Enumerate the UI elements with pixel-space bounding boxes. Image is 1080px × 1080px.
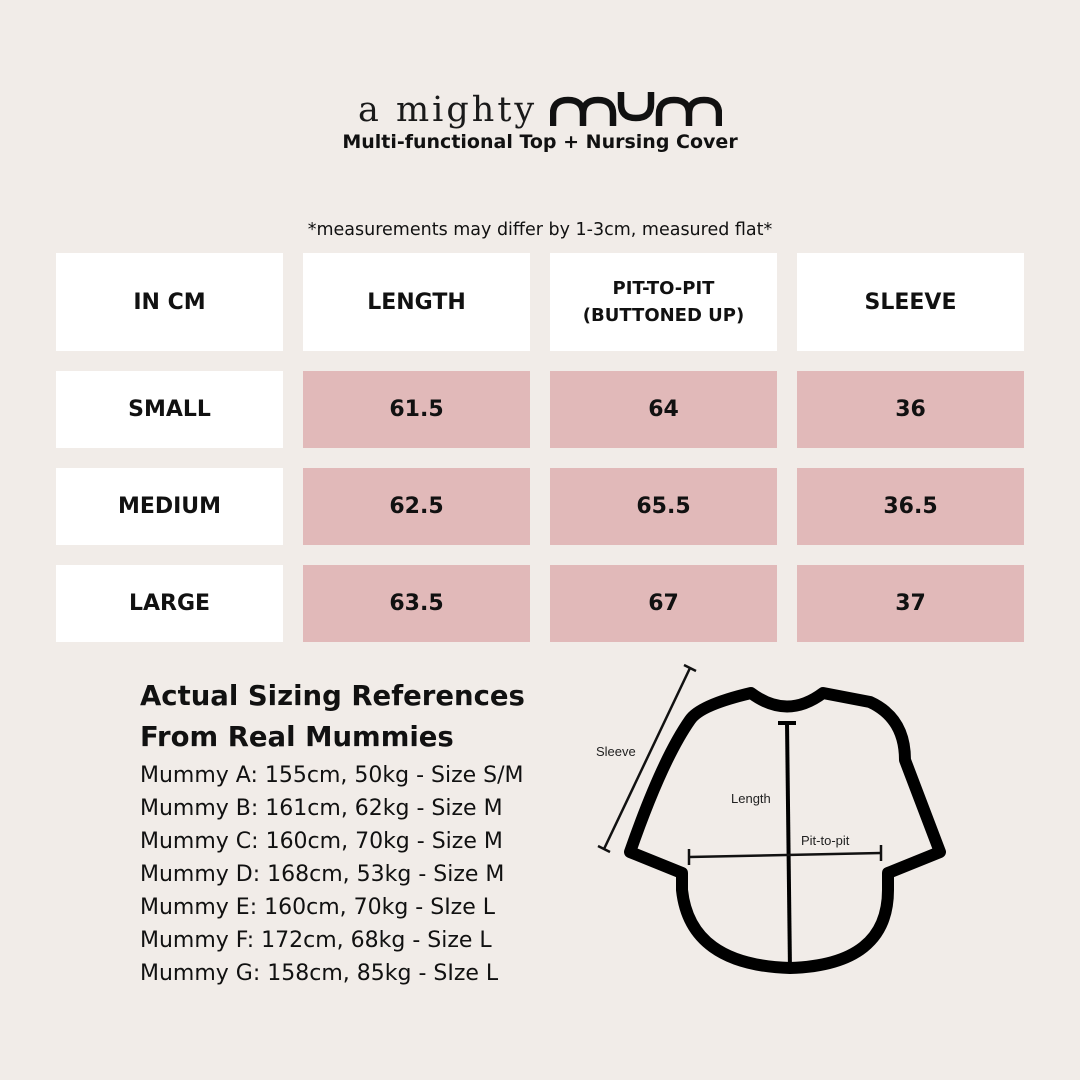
- measurement-note: *measurements may differ by 1-3cm, measured flat*: [307, 220, 773, 240]
- cell-medium-pit: 65.5: [550, 468, 777, 545]
- cell-small-sleeve: 36: [797, 371, 1024, 448]
- cell-large-pit: 67: [550, 565, 777, 642]
- references-title-line2: From Real Mummies: [140, 721, 454, 753]
- length-label: Length: [731, 791, 771, 806]
- reference-item: Mummy B: 161cm, 62kg - Size M: [140, 796, 503, 821]
- reference-item: Mummy F: 172cm, 68kg - Size L: [140, 928, 492, 953]
- product-subtitle: Multi-functional Top + Nursing Cover: [342, 131, 738, 153]
- cell-large-length: 63.5: [303, 565, 530, 642]
- cell-medium-length: 62.5: [303, 468, 530, 545]
- pit-to-pit-label: Pit-to-pit: [801, 833, 850, 848]
- header-in-cm: IN CM: [56, 253, 283, 351]
- reference-item: Mummy E: 160cm, 70kg - SIze L: [140, 895, 496, 920]
- row-label-large: LARGE: [56, 565, 283, 642]
- header-pit-to-pit: PIT-TO-PIT (BUTTONED UP): [550, 253, 777, 351]
- garment-outline: [630, 693, 940, 968]
- references-title-line1: Actual Sizing References: [140, 680, 525, 712]
- length-measure-line: [787, 722, 790, 971]
- reference-item: Mummy C: 160cm, 70kg - Size M: [140, 829, 503, 854]
- sleeve-label: Sleeve: [596, 744, 636, 759]
- cell-large-sleeve: 37: [797, 565, 1024, 642]
- cell-medium-sleeve: 36.5: [797, 468, 1024, 545]
- reference-item: Mummy A: 155cm, 50kg - Size S/M: [140, 763, 524, 788]
- pit-measure-line: [689, 853, 881, 857]
- reference-item: Mummy G: 158cm, 85kg - SIze L: [140, 961, 499, 986]
- cell-small-pit: 64: [550, 371, 777, 448]
- brand-text: a mighty: [358, 90, 538, 130]
- cell-small-length: 61.5: [303, 371, 530, 448]
- header-length: LENGTH: [303, 253, 530, 351]
- header-sleeve: SLEEVE: [797, 253, 1024, 351]
- row-label-medium: MEDIUM: [56, 468, 283, 545]
- row-label-small: SMALL: [56, 371, 283, 448]
- reference-item: Mummy D: 168cm, 53kg - Size M: [140, 862, 505, 887]
